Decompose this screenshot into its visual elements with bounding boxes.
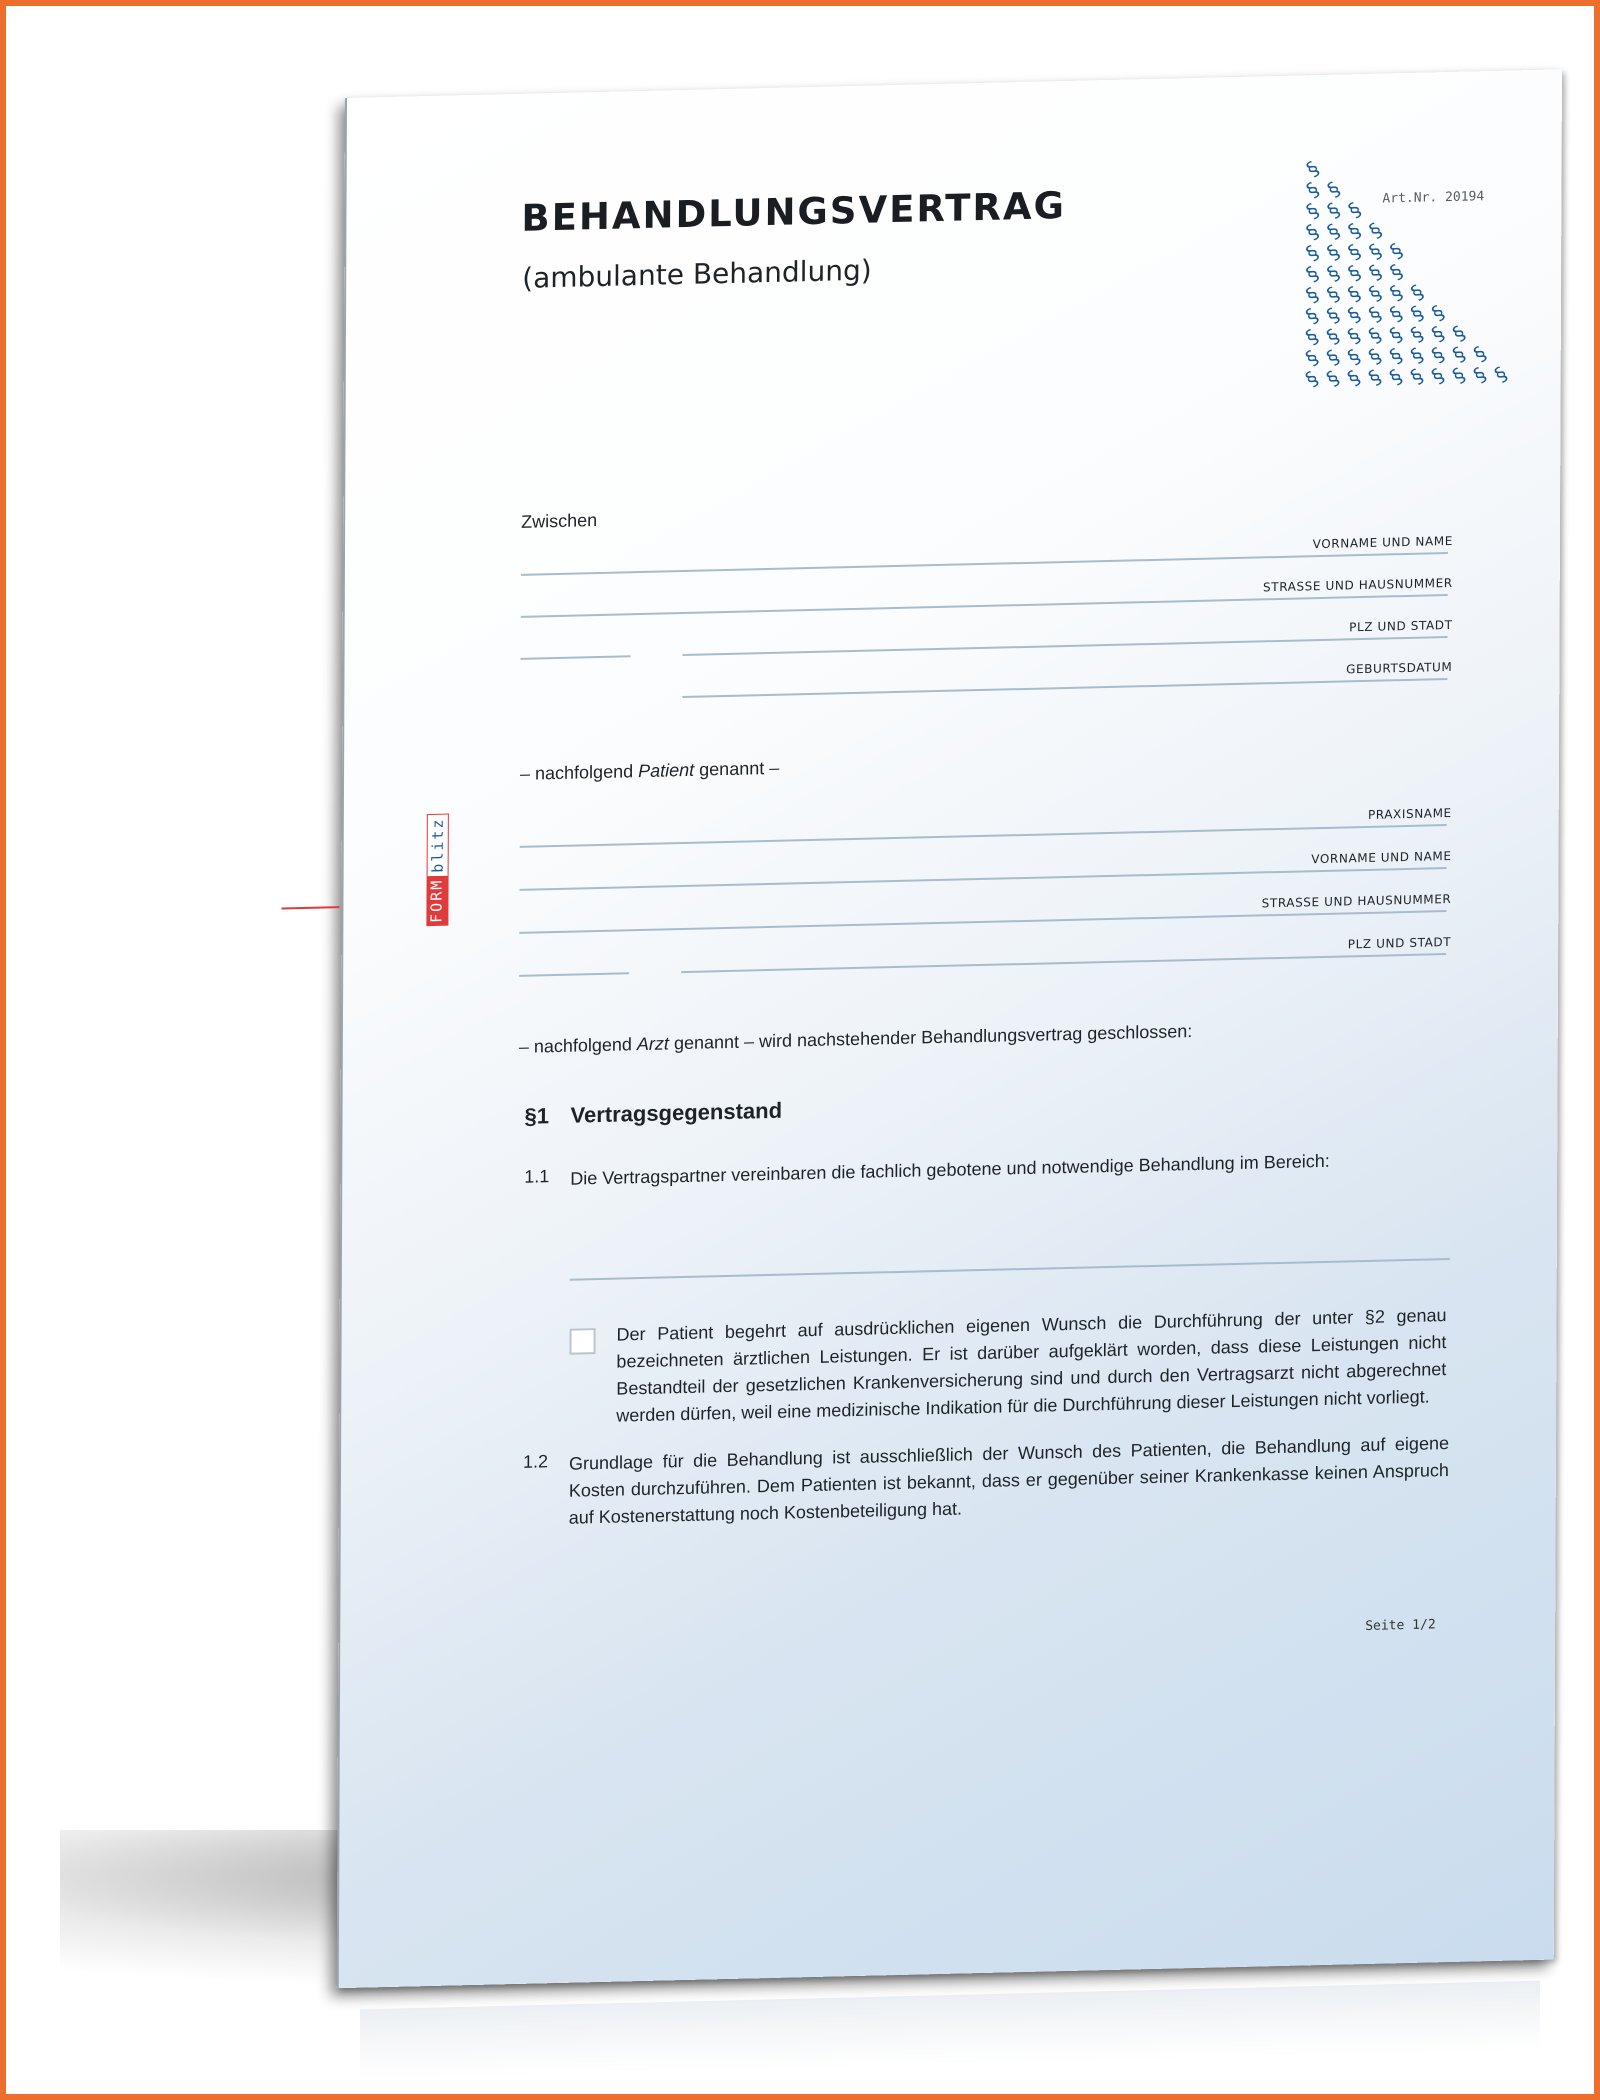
- patient-city-label: PLZ UND STADT: [1349, 617, 1453, 635]
- patient-note-suffix: genannt –: [694, 757, 780, 780]
- paragraph-glyph: §: [1363, 322, 1386, 348]
- paragraph-glyph: §: [1364, 217, 1387, 243]
- doctor-street-line[interactable]: [519, 910, 1446, 934]
- patient-street-label: STRASSE UND HAUSNUMMER: [1263, 575, 1453, 595]
- paragraph-glyph: §: [1301, 239, 1324, 266]
- document-page: [337, 69, 1562, 1988]
- item-1-1-text: Die Vertragspartner vereinbaren die fachlich gebotene und notwendige Behandlung im Bereich:: [570, 1150, 1330, 1189]
- doctor-name-label: VORNAME UND NAME: [1311, 848, 1452, 867]
- doctor-zip-line[interactable]: [519, 972, 629, 977]
- patient-note: [520, 758, 779, 785]
- paragraph-glyph: §: [1300, 365, 1323, 392]
- paragraph-glyph: §: [1321, 323, 1344, 349]
- paragraph-glyph: §: [1468, 341, 1491, 367]
- patient-zip-line[interactable]: [521, 655, 631, 660]
- treatment-area-line[interactable]: [570, 1258, 1450, 1281]
- practice-name-line[interactable]: [520, 824, 1447, 848]
- paragraph-glyph: §: [1300, 323, 1323, 350]
- paragraph-glyph: §: [1426, 342, 1449, 368]
- section-title: Vertragsgegenstand: [570, 1097, 783, 1128]
- paragraph-glyph: §: [1322, 281, 1345, 307]
- patient-city-line[interactable]: [683, 636, 1448, 656]
- paragraph-glyph: §: [1426, 321, 1449, 347]
- paragraph-glyph: §: [1301, 155, 1324, 182]
- paragraph-glyph: §: [1384, 343, 1407, 369]
- paragraph-glyph: §: [1343, 280, 1366, 307]
- paragraph-glyph: §: [1364, 301, 1386, 327]
- section-number: §1: [524, 1103, 550, 1129]
- paragraph-glyph: §: [1301, 176, 1324, 203]
- paragraph-glyph: §: [1301, 302, 1323, 329]
- paragraph-glyph: §: [1343, 259, 1366, 286]
- item-1-1-number: 1.1: [524, 1166, 550, 1187]
- paragraph-glyph: §: [1427, 300, 1449, 326]
- paragraph-glyph: §: [1384, 322, 1407, 348]
- paragraph-glyph: §: [1343, 238, 1366, 265]
- document-subtitle: (ambulante Behandlung): [522, 253, 872, 295]
- doctor-street-label: STRASSE UND HAUSNUMMER: [1261, 891, 1452, 911]
- paragraph-glyph: §: [1384, 364, 1407, 390]
- paragraph-glyph: §: [1406, 279, 1429, 305]
- brand-logo-blitz: blitz: [427, 813, 449, 876]
- doctor-city-label: PLZ UND STADT: [1347, 934, 1452, 952]
- paragraph-glyph: §: [1301, 260, 1324, 287]
- paragraph-glyph: §: [1322, 197, 1345, 223]
- patient-note-role: Patient: [638, 759, 695, 782]
- paragraph-glyph: §: [1343, 196, 1366, 223]
- doctor-note: [519, 1021, 1193, 1058]
- patient-birthdate-label: GEBURTSDATUM: [1346, 659, 1453, 677]
- patient-note-prefix: – nachfolgend: [519, 761, 639, 784]
- page-reflection: [360, 1981, 1540, 2080]
- self-pay-checkbox[interactable]: [569, 1328, 595, 1355]
- paragraph-glyph: §: [1385, 279, 1408, 306]
- paragraph-glyph: §: [1468, 362, 1491, 388]
- paragraph-glyph: §: [1405, 342, 1428, 368]
- paragraph-glyph: §: [1447, 341, 1470, 367]
- practice-name-label: PRAXISNAME: [1367, 805, 1452, 822]
- paragraph-glyph: §: [1447, 320, 1470, 346]
- doctor-city-line[interactable]: [681, 953, 1446, 973]
- paragraph-glyph: §: [1322, 239, 1345, 265]
- paragraph-glyph: §: [1321, 365, 1344, 391]
- paragraph-glyph: §: [1364, 280, 1387, 306]
- paragraph-glyph: §: [1301, 281, 1324, 308]
- item-1-2-text: Grundlage für die Behandlung ist ausschließlich der Wunsch des Patienten, die Behandlung auf eigene Kosten durchzuführen. Dem Patienten ist bekannt, dass er gegenüber seiner Krankenkasse keinen Anspruch auf Kostenerstattung noch Kostenbeteiligung hat.: [568, 1432, 1450, 1528]
- paragraph-glyph: §: [1385, 237, 1408, 264]
- paragraph-glyph: §: [1385, 258, 1408, 285]
- checkbox-text: Der Patient begehrt auf ausdrücklichen eigenen Wunsch die Durchführung der unter §2 genau bezeichneten ärztlichen Leistungen. Er ist darüber aufgeklärt worden, dass diese Leistungen nicht Bestandteil der gesetzlichen Krankenversicherung sind und durch den Vertragsarzt nicht abgerechnet werden dürfen, weil eine medizinische Indikation für die Durchführung dieser Leistungen nicht vorliegt.: [616, 1305, 1447, 1426]
- paragraph-glyph: §: [1301, 197, 1324, 224]
- brand-logo: [426, 813, 448, 926]
- brand-logo-form: FORM: [426, 875, 448, 926]
- patient-name-line[interactable]: [521, 552, 1448, 576]
- paragraph-glyph: §: [1342, 343, 1365, 370]
- paragraph-symbol-pattern: [1296, 150, 1527, 405]
- paragraph-glyph: §: [1385, 300, 1407, 327]
- paragraph-glyph: §: [1322, 218, 1345, 244]
- article-number: Art.Nr. 20194: [1382, 189, 1485, 207]
- doctor-note-prefix: – nachfolgend: [518, 1034, 637, 1057]
- doctor-name-line[interactable]: [520, 867, 1447, 891]
- paragraph-glyph: §: [1322, 302, 1344, 328]
- paragraph-glyph: §: [1363, 343, 1386, 369]
- between-label: Zwischen: [521, 510, 598, 532]
- paragraph-glyph: §: [1321, 344, 1344, 370]
- doctor-note-role: Arzt: [636, 1033, 670, 1055]
- document-title: BEHANDLUNGSVERTRAG: [521, 184, 1067, 240]
- page-number: Seite 1/2: [1365, 1617, 1436, 1634]
- paragraph-glyph: §: [1426, 363, 1449, 389]
- doctor-note-suffix: genannt – wird nachstehender Behandlungsvertrag geschlossen:: [668, 1021, 1193, 1054]
- paragraph-glyph: §: [1405, 363, 1428, 389]
- paragraph-glyph: §: [1363, 364, 1386, 390]
- patient-birthdate-line[interactable]: [682, 678, 1447, 698]
- paragraph-glyph: §: [1342, 322, 1365, 349]
- paragraph-glyph: §: [1447, 362, 1470, 388]
- paragraph-glyph: §: [1322, 176, 1345, 202]
- paragraph-glyph: §: [1301, 218, 1324, 245]
- paragraph-glyph: §: [1343, 301, 1365, 328]
- paragraph-glyph: §: [1342, 364, 1365, 391]
- brand-bar: [281, 906, 339, 909]
- paragraph-glyph: §: [1489, 361, 1512, 387]
- paragraph-glyph: §: [1300, 344, 1323, 371]
- item-1-2-number: 1.2: [522, 1451, 549, 1472]
- paragraph-glyph: §: [1405, 321, 1428, 347]
- paragraph-glyph: §: [1343, 217, 1366, 244]
- paragraph-glyph: §: [1406, 300, 1428, 326]
- patient-street-line[interactable]: [521, 594, 1448, 618]
- paragraph-glyph: §: [1364, 238, 1387, 264]
- patient-name-label: VORNAME UND NAME: [1312, 533, 1453, 552]
- paragraph-glyph: §: [1364, 259, 1387, 285]
- paragraph-glyph: §: [1322, 260, 1345, 286]
